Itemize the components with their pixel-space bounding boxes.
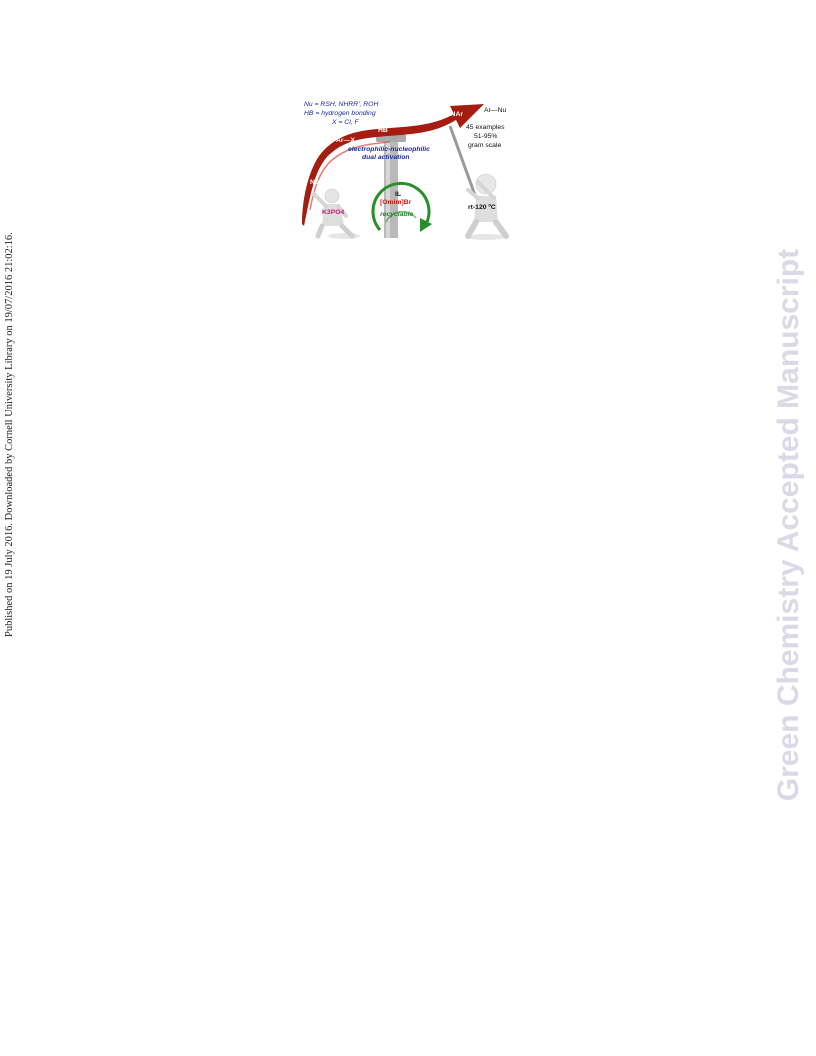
aryl-halide-label: Ar—X: [336, 137, 355, 144]
activation-line-2: dual activation: [362, 154, 410, 161]
recycle-icon: [373, 183, 432, 232]
legend-nucleophiles: Nu = RSH, NHRR', ROH: [304, 101, 379, 108]
temperature-label: rt-120 ºC: [468, 204, 496, 211]
graphical-abstract: [300, 98, 516, 240]
hb-label: HB: [378, 127, 388, 134]
legend-halides: X = Cl, F: [332, 119, 359, 126]
snar-label: SNAr: [446, 111, 463, 118]
base-label: K3PO4: [322, 209, 345, 216]
journal-watermark: Green Chemistry Accepted Manuscript: [772, 248, 805, 802]
activation-line-1: electrophilic-nucleophilic: [348, 146, 430, 153]
scale-note: gram scale: [468, 142, 502, 149]
legend-hydrogen-bonding: HB = hydrogen bonding: [304, 110, 376, 117]
recyclable-label: recyclable: [380, 211, 414, 218]
yield-range: 51-95%: [474, 133, 498, 140]
omim-br-label: [Omim]Br: [380, 199, 412, 206]
examples-count: 45 examples: [466, 124, 505, 131]
ionic-liquid-label: IL: [395, 191, 402, 198]
plus-sign: +: [326, 157, 330, 164]
publication-notice: Published on 19 July 2016. Downloaded by Cornell University Library on 19/07/2016 21:02:16.: [4, 232, 15, 637]
product-label: Ar—Nu: [484, 107, 507, 114]
nucleophile-label: NuH: [310, 179, 324, 186]
lever-pole: [450, 126, 476, 198]
